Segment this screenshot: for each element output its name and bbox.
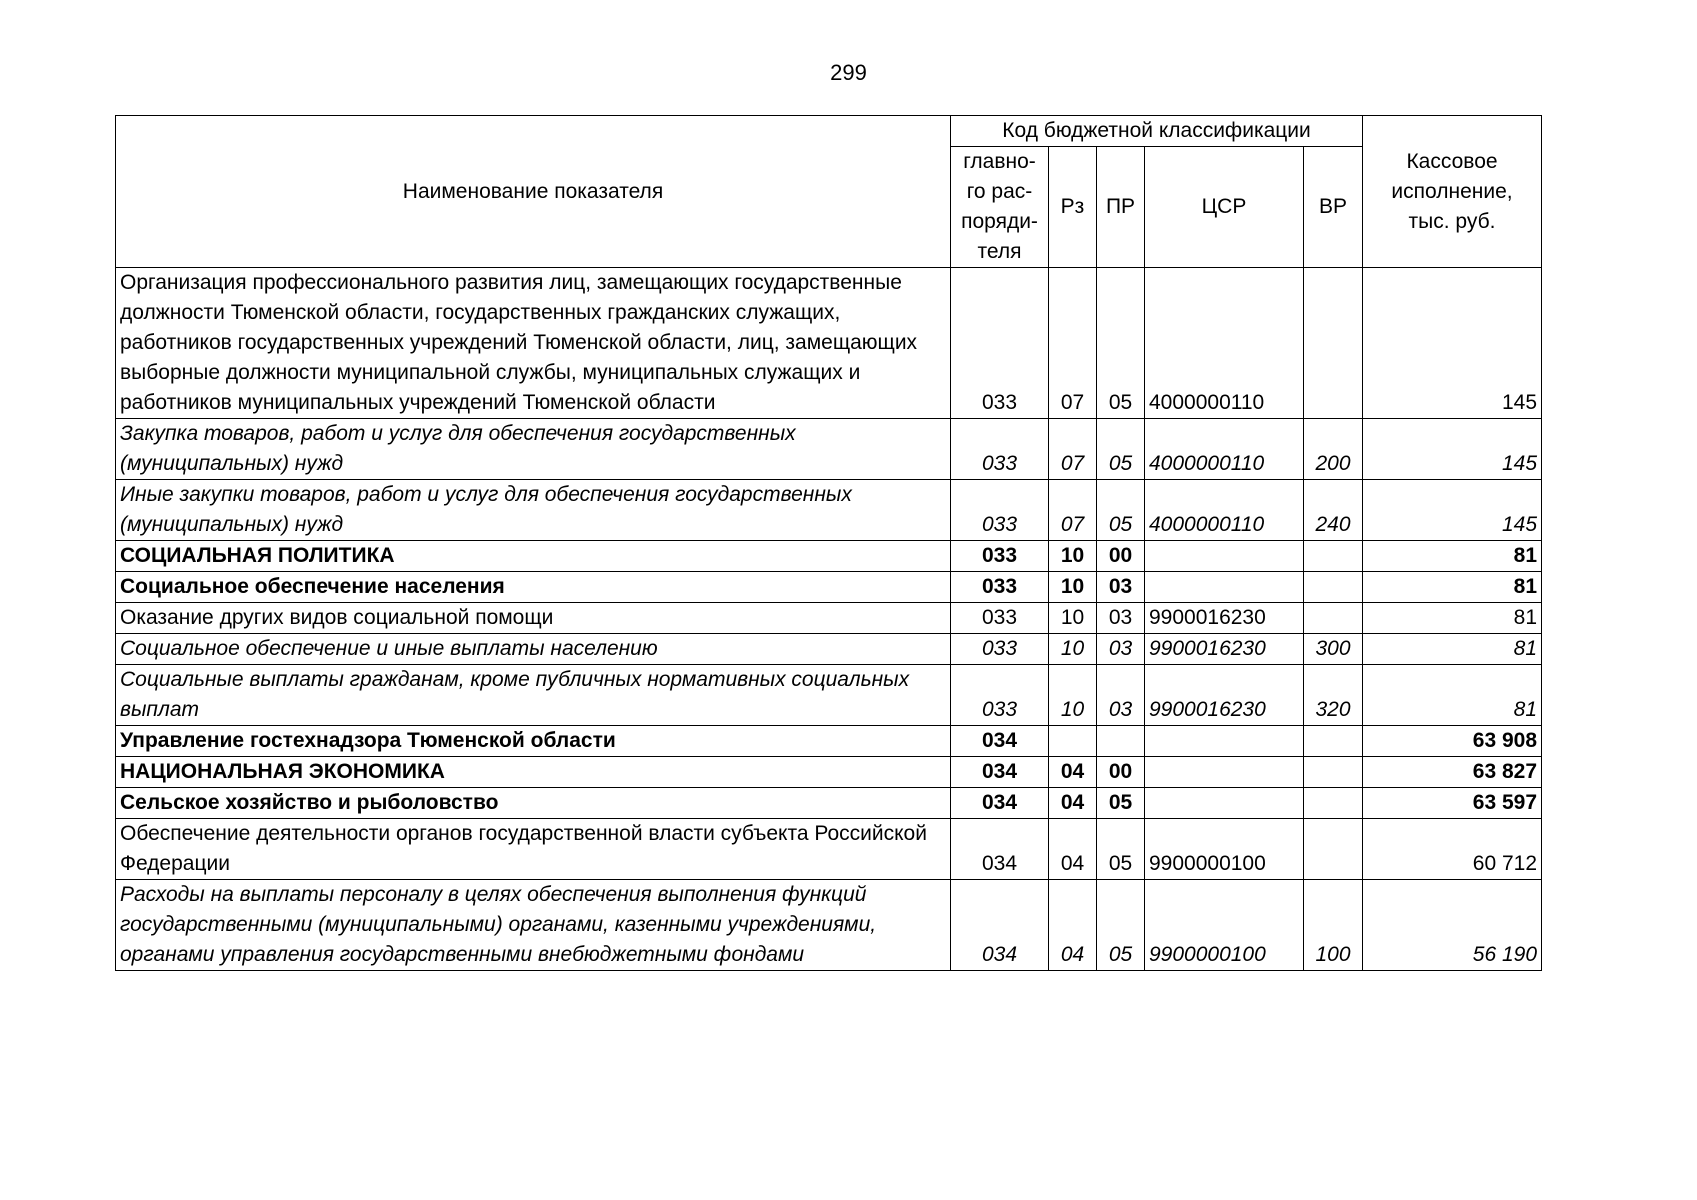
row-amount: 81 — [1363, 665, 1542, 726]
row-rz: 04 — [1049, 880, 1097, 971]
row-amount: 60 712 — [1363, 819, 1542, 880]
row-vr — [1304, 819, 1363, 880]
row-rz — [1049, 726, 1097, 757]
row-pr: 03 — [1097, 634, 1145, 665]
row-csr: 4000000110 — [1145, 480, 1304, 541]
row-csr: 4000000110 — [1145, 268, 1304, 419]
row-rz: 04 — [1049, 757, 1097, 788]
row-name: Управление гостехнадзора Тюменской области — [116, 726, 951, 757]
row-amount: 63 908 — [1363, 726, 1542, 757]
table-row — [116, 788, 1542, 819]
row-name: Социальные выплаты гражданам, кроме публичных нормативных социальных выплат — [116, 665, 951, 726]
row-vr — [1304, 572, 1363, 603]
row-amount: 63 597 — [1363, 788, 1542, 819]
row-csr: 9900000100 — [1145, 819, 1304, 880]
row-name: Закупка товаров, работ и услуг для обеспечения государственных (муниципальных) нужд — [116, 419, 951, 480]
row-amount: 63 827 — [1363, 757, 1542, 788]
row-csr — [1145, 572, 1304, 603]
page-number: 299 — [830, 60, 867, 85]
row-gl: 034 — [951, 788, 1049, 819]
row-rz: 07 — [1049, 268, 1097, 419]
row-name: Расходы на выплаты персоналу в целях обеспечения выполнения функций государственными (муниципальными) органами, казенными учреждениями, органами управления государственными внебюджетными фондами — [116, 880, 951, 971]
row-gl: 034 — [951, 757, 1049, 788]
row-name: НАЦИОНАЛЬНАЯ ЭКОНОМИКА — [116, 757, 951, 788]
row-pr: 05 — [1097, 419, 1145, 480]
row-csr: 9900016230 — [1145, 603, 1304, 634]
row-name: Иные закупки товаров, работ и услуг для обеспечения государственных (муниципальных) нужд — [116, 480, 951, 541]
row-gl: 033 — [951, 634, 1049, 665]
table-row — [116, 268, 1542, 419]
table-row — [116, 726, 1542, 757]
row-rz: 07 — [1049, 480, 1097, 541]
row-pr: 05 — [1097, 880, 1145, 971]
row-rz: 10 — [1049, 603, 1097, 634]
row-name: Обеспечение деятельности органов государственной власти субъекта Российской Федерации — [116, 819, 951, 880]
row-rz: 07 — [1049, 419, 1097, 480]
header-vr: ВР — [1304, 147, 1363, 268]
row-vr — [1304, 541, 1363, 572]
row-amount: 81 — [1363, 634, 1542, 665]
row-pr: 05 — [1097, 268, 1145, 419]
table-row — [116, 480, 1542, 541]
header-amount: Кассовое исполнение, тыс. руб. — [1363, 116, 1542, 268]
row-pr: 03 — [1097, 665, 1145, 726]
row-pr: 05 — [1097, 788, 1145, 819]
row-pr: 05 — [1097, 819, 1145, 880]
row-vr: 200 — [1304, 419, 1363, 480]
row-vr — [1304, 603, 1363, 634]
row-name: Организация профессионального развития лиц, замещающих государственные должности Тюменской области, государственных гражданских служащих, работников государственных учреждений Тюменской области, лиц, замещающих выборные должности муниципальной службы, муниципальных служащих и работников муниципальных учреждений Тюменской области — [116, 268, 951, 419]
row-amount: 145 — [1363, 268, 1542, 419]
header-csr: ЦСР — [1145, 147, 1304, 268]
row-name: Сельское хозяйство и рыболовство — [116, 788, 951, 819]
row-vr — [1304, 788, 1363, 819]
table-row — [116, 603, 1542, 634]
header-pr: ПР — [1097, 147, 1145, 268]
row-gl: 033 — [951, 572, 1049, 603]
row-pr: 03 — [1097, 603, 1145, 634]
row-vr: 320 — [1304, 665, 1363, 726]
row-pr: 00 — [1097, 541, 1145, 572]
row-gl: 033 — [951, 268, 1049, 419]
table-row — [116, 419, 1542, 480]
table-row — [116, 665, 1542, 726]
row-gl: 034 — [951, 726, 1049, 757]
row-amount: 81 — [1363, 603, 1542, 634]
row-pr: 03 — [1097, 572, 1145, 603]
row-vr: 240 — [1304, 480, 1363, 541]
row-vr: 300 — [1304, 634, 1363, 665]
row-csr: 4000000110 — [1145, 419, 1304, 480]
row-amount: 56 190 — [1363, 880, 1542, 971]
row-csr: 9900016230 — [1145, 665, 1304, 726]
row-amount: 81 — [1363, 572, 1542, 603]
row-rz: 10 — [1049, 634, 1097, 665]
row-gl: 034 — [951, 880, 1049, 971]
row-rz: 04 — [1049, 788, 1097, 819]
table-row — [116, 819, 1542, 880]
row-rz: 04 — [1049, 819, 1097, 880]
row-rz: 10 — [1049, 572, 1097, 603]
row-gl: 033 — [951, 419, 1049, 480]
header-gl: главно-го рас-поряди-теля — [951, 147, 1049, 268]
row-vr — [1304, 757, 1363, 788]
table-row — [116, 634, 1542, 665]
table-row — [116, 757, 1542, 788]
row-csr — [1145, 726, 1304, 757]
row-csr — [1145, 541, 1304, 572]
row-pr: 05 — [1097, 480, 1145, 541]
row-rz: 10 — [1049, 665, 1097, 726]
budget-table — [115, 115, 1542, 971]
row-csr — [1145, 788, 1304, 819]
row-name: Оказание других видов социальной помощи — [116, 603, 951, 634]
table-row — [116, 880, 1542, 971]
row-amount: 81 — [1363, 541, 1542, 572]
row-pr: 00 — [1097, 757, 1145, 788]
row-amount: 145 — [1363, 480, 1542, 541]
row-vr — [1304, 268, 1363, 419]
row-gl: 033 — [951, 665, 1049, 726]
table-row — [116, 572, 1542, 603]
row-gl: 034 — [951, 819, 1049, 880]
row-vr — [1304, 726, 1363, 757]
table-body — [116, 268, 1542, 971]
row-rz: 10 — [1049, 541, 1097, 572]
table-row — [116, 541, 1542, 572]
header-kbk-group: Код бюджетной классификации — [951, 116, 1363, 147]
row-csr: 9900016230 — [1145, 634, 1304, 665]
row-pr — [1097, 726, 1145, 757]
row-gl: 033 — [951, 603, 1049, 634]
row-csr — [1145, 757, 1304, 788]
row-vr: 100 — [1304, 880, 1363, 971]
row-amount: 145 — [1363, 419, 1542, 480]
header-rz: Рз — [1049, 147, 1097, 268]
row-name: СОЦИАЛЬНАЯ ПОЛИТИКА — [116, 541, 951, 572]
row-name: Социальное обеспечение и иные выплаты населению — [116, 634, 951, 665]
row-csr: 9900000100 — [1145, 880, 1304, 971]
row-name: Социальное обеспечение населения — [116, 572, 951, 603]
row-gl: 033 — [951, 541, 1049, 572]
header-name: Наименование показателя — [116, 116, 951, 268]
row-gl: 033 — [951, 480, 1049, 541]
